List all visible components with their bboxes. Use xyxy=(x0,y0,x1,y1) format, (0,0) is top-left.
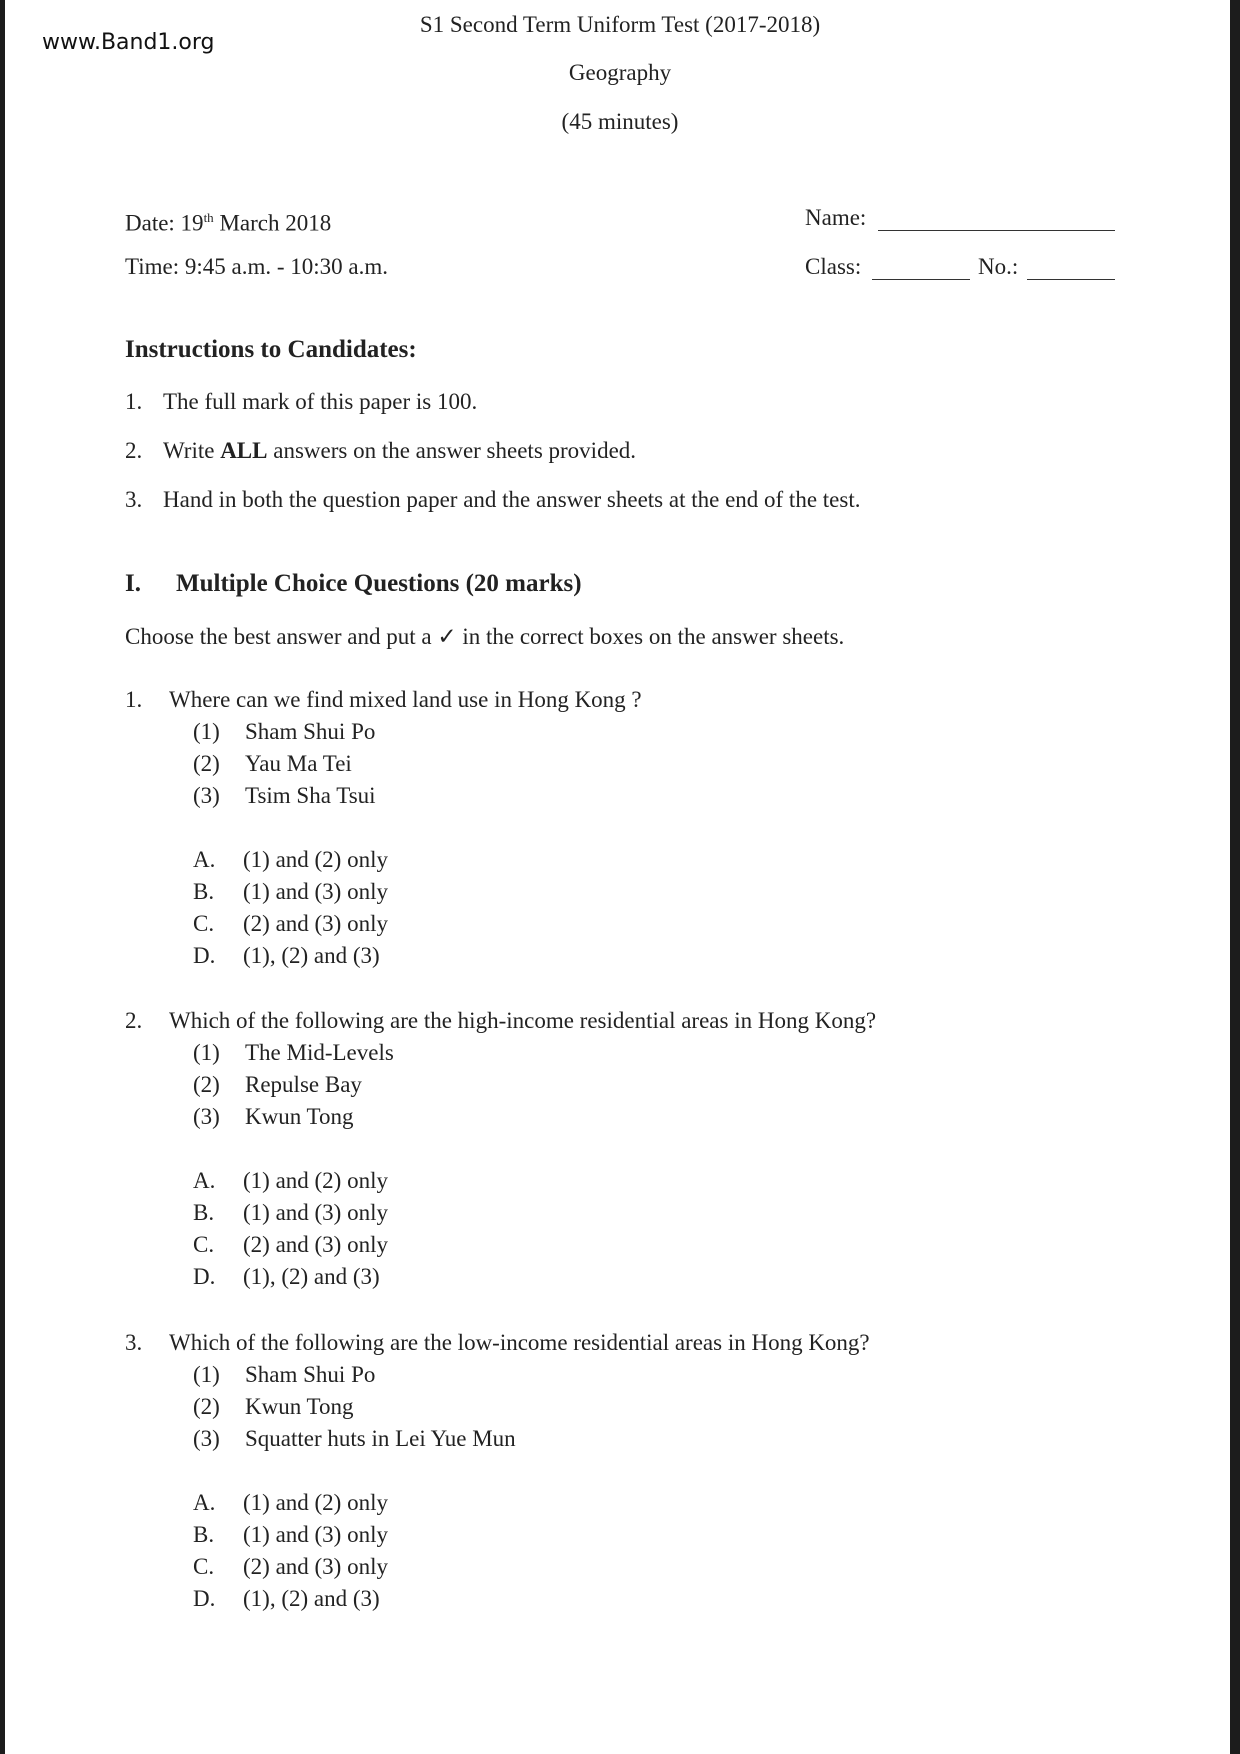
item-number: (3) xyxy=(193,1426,220,1451)
item-text: Repulse Bay xyxy=(245,1072,362,1097)
option-text: (2) and (3) only xyxy=(243,1232,388,1257)
item-text: Sham Shui Po xyxy=(245,719,376,744)
scan-border-left xyxy=(0,0,5,1754)
option-letter: B. xyxy=(193,1522,215,1547)
option-letter: C. xyxy=(193,911,215,936)
instruction-post: answers on the answer sheets provided. xyxy=(267,438,637,463)
item-number: (3) xyxy=(193,1104,220,1129)
option-letter: D. xyxy=(193,943,216,968)
option-text: (1), (2) and (3) xyxy=(243,1586,380,1611)
item-number: (2) xyxy=(193,1072,220,1097)
date-label: Date: 19 xyxy=(125,210,204,236)
instructions-heading: Instructions to Candidates: xyxy=(125,336,417,363)
name-field[interactable] xyxy=(878,230,1115,231)
option-letter: C. xyxy=(193,1232,215,1257)
option-text: (1) and (2) only xyxy=(243,847,388,872)
option-text: (2) and (3) only xyxy=(243,1554,388,1579)
name-label: Name: xyxy=(805,205,867,230)
item-text: Tsim Sha Tsui xyxy=(245,783,376,808)
option-letter: A. xyxy=(193,847,216,872)
option-letter: B. xyxy=(193,879,215,904)
instruction-text xyxy=(163,437,636,465)
option-text: (1) and (3) only xyxy=(243,1522,388,1547)
duration: (45 minutes) xyxy=(561,109,679,134)
option-text: (1), (2) and (3) xyxy=(243,943,380,968)
question-number: 3. xyxy=(125,1330,143,1355)
subject: Geography xyxy=(568,60,672,85)
instruction-number: 2. xyxy=(125,438,143,463)
test-title: S1 Second Term Uniform Test (2017-2018) xyxy=(419,12,821,37)
item-number: (1) xyxy=(193,1362,220,1387)
date-rest: March 2018 xyxy=(213,210,332,236)
no-label: No.: xyxy=(978,254,1019,279)
no-field[interactable] xyxy=(1027,279,1115,280)
option-letter: C. xyxy=(193,1554,215,1579)
instruction-text xyxy=(163,388,477,416)
item-text: Squatter huts in Lei Yue Mun xyxy=(245,1426,516,1451)
item-text: Yau Ma Tei xyxy=(245,751,352,776)
item-text: The Mid-Levels xyxy=(245,1040,394,1065)
option-text: (1), (2) and (3) xyxy=(243,1264,380,1289)
instruction-bold: ALL xyxy=(220,438,268,463)
option-text: (1) and (3) only xyxy=(243,1200,388,1225)
option-text: (2) and (3) only xyxy=(243,911,388,936)
option-letter: A. xyxy=(193,1168,216,1193)
question-number: 1. xyxy=(125,687,143,712)
item-number: (1) xyxy=(193,1040,220,1065)
scan-border-right xyxy=(1230,0,1240,1754)
item-number: (3) xyxy=(193,783,220,808)
instruction-pre: The full mark of this paper is 100. xyxy=(163,389,478,414)
instruction-number: 3. xyxy=(125,487,143,512)
class-field[interactable] xyxy=(872,279,970,280)
option-text: (1) and (2) only xyxy=(243,1168,388,1193)
class-label: Class: xyxy=(805,254,862,279)
item-number: (2) xyxy=(193,751,220,776)
section-number: I. xyxy=(125,570,141,597)
instruction-pre: Write xyxy=(163,438,221,463)
item-number: (2) xyxy=(193,1394,220,1419)
option-letter: D. xyxy=(193,1586,216,1611)
question-text: Which of the following are the high-income residential areas in Hong Kong? xyxy=(169,1008,877,1033)
question-text: Which of the following are the low-income residential areas in Hong Kong? xyxy=(169,1330,870,1355)
option-letter: D. xyxy=(193,1264,216,1289)
option-text: (1) and (2) only xyxy=(243,1490,388,1515)
time: Time: 9:45 a.m. - 10:30 a.m. xyxy=(125,254,389,279)
question-text: Where can we find mixed land use in Hong Kong ? xyxy=(169,687,642,712)
watermark: www.Band1.org xyxy=(42,30,215,55)
instruction-number: 1. xyxy=(125,389,143,414)
item-number: (1) xyxy=(193,719,220,744)
option-text: (1) and (3) only xyxy=(243,879,388,904)
date-sup: th xyxy=(203,210,214,225)
date xyxy=(125,204,331,238)
option-letter: B. xyxy=(193,1200,215,1225)
section-title: Multiple Choice Questions (20 marks) xyxy=(176,570,582,597)
option-letter: A. xyxy=(193,1490,216,1515)
item-text: Kwun Tong xyxy=(245,1104,354,1129)
item-text: Sham Shui Po xyxy=(245,1362,376,1387)
question-number: 2. xyxy=(125,1008,143,1033)
instruction-text xyxy=(163,486,860,514)
instruction-pre: Hand in both the question paper and the answer sheets at the end of the test. xyxy=(163,487,861,512)
item-text: Kwun Tong xyxy=(245,1394,354,1419)
section-direction: Choose the best answer and put a ✓ in the correct boxes on the answer sheets. xyxy=(125,624,845,649)
